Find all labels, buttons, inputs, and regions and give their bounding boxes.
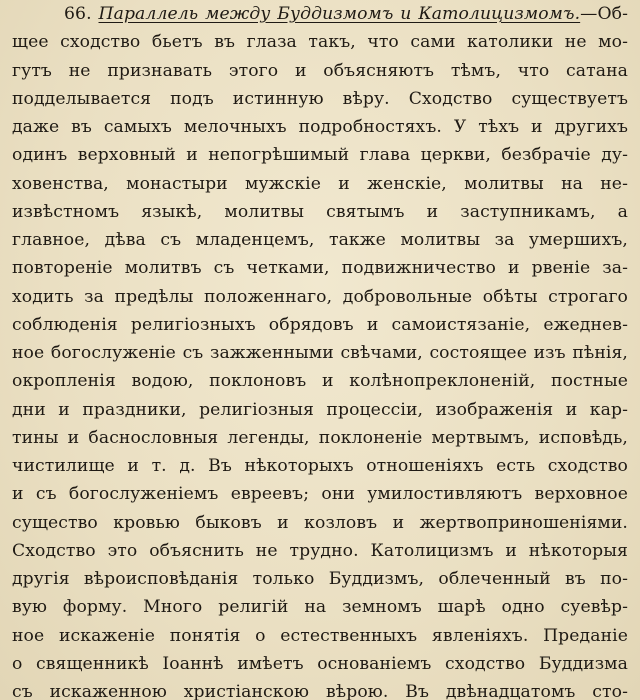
text-line: ное искаженіе понятія о естественныхъ явленіяхъ. Преданіе [12,625,628,646]
paragraph-first-line [12,0,628,28]
text-line: съ искаженною христіанскою вѣрою. Въ двѣнадцатомъ сто- [12,682,628,700]
text-line: и съ богослуженіемъ евреевъ; они умилостивляютъ верховное [12,484,628,505]
text-line: вую форму. Много религій на земномъ шарѣ одно суевѣр- [12,597,628,618]
text-line: о священникѣ Іоаннѣ имѣетъ основаніемъ сходство Буддизма [12,653,628,674]
text-line: ховенства, монастыри мужскіе и женскіе, молитвы на не- [12,173,628,194]
first-line-continuation: —Об- [580,4,628,24]
text-line: ное богослуженіе съ зажженными свѣчами, состоящее изъ пѣнія, [12,343,628,363]
text-line: гутъ не признавать этого и объясняютъ тѣмъ, что сатана [12,60,628,81]
paragraph-66 [12,0,628,700]
paragraph-number: 66. [64,4,92,24]
text-line: повтореніе молитвъ съ четками, подвижничество и рвеніе за- [12,258,628,279]
text-line: соблюденія религіозныхъ обрядовъ и самоистязаніе, ежеднев- [12,314,628,335]
text-line: главное, дѣва съ младенцемъ, также молитвы за умершихъ, [12,230,628,250]
text-line: подделывается подъ истинную вѣру. Сходство существуетъ [12,88,628,109]
text-line: чистилище и т. д. Въ нѣкоторыхъ отношеніяхъ есть сходство [12,456,628,476]
text-line: существо кровью быковъ и козловъ и жертвоприношеніями. [12,512,628,533]
paragraph-title: Параллель между Буддизмомъ и Католицизмомъ. [98,4,581,24]
text-line: одинъ верховный и непогрѣшимый глава церкви, безбрачіе ду- [12,145,628,166]
text-line: щее сходство бьетъ въ глаза такъ, что сами католики не мо- [12,32,628,53]
text-line: Сходство это объяснить не трудно. Католицизмъ и нѣкоторыя [12,540,628,561]
text-line: даже въ самыхъ мелочныхъ подробностяхъ. У тѣхъ и другихъ [12,117,628,137]
text-line: другія вѣроисповѣданія только Буддизмъ, облеченный въ по- [12,569,628,589]
text-line: тины и баснословныя легенды, поклоненіе мертвымъ, исповѣдь, [12,427,628,448]
text-line: окропленія водою, поклоновъ и колѣнопреклоненій, постные [12,371,628,392]
text-line: извѣстномъ языкѣ, молитвы святымъ и заступникамъ, а [12,201,628,222]
text-line: дни и праздники, религіозныя процессіи, изображенія и кар- [12,399,628,420]
text-line: ходить за предѣлы положеннаго, добровольные обѣты строгаго [12,286,628,307]
